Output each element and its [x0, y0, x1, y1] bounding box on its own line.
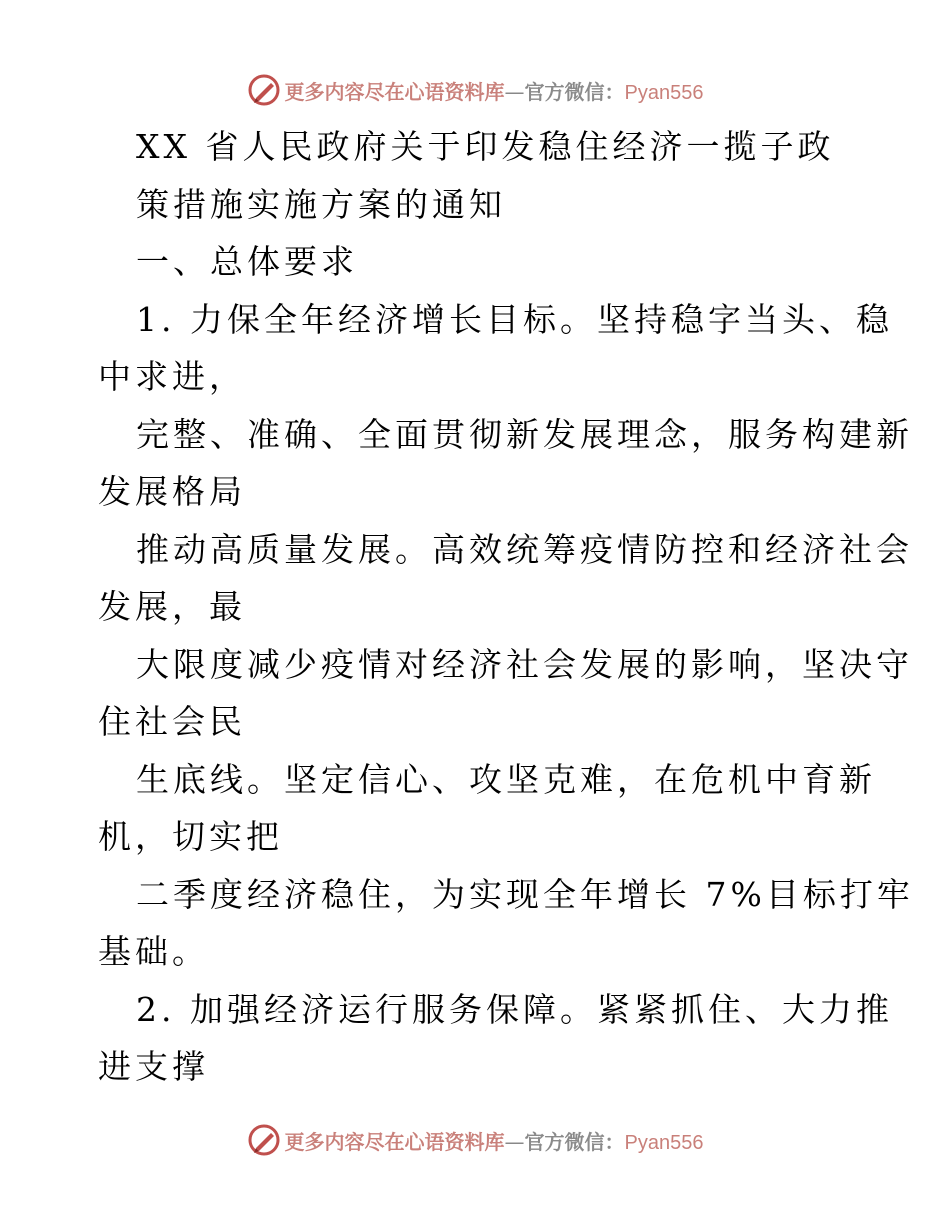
doc-line: 大限度减少疫情对经济社会发展的影响，坚决守 [136, 644, 913, 684]
doc-line: 住社会民 [98, 702, 246, 741]
watermark-text [285, 76, 704, 105]
doc-line: 中求进， [98, 357, 246, 396]
watermark-dash: — [504, 1129, 525, 1154]
doc-line: 策措施实施方案的通知 [136, 184, 506, 224]
doc-line: 二季度经济稳住，为实现全年增长 7%目标打牢 [136, 874, 914, 914]
doc-line: 完整、准确、全面贯彻新发展理念，服务构建新 [136, 414, 913, 454]
watermark-dash: — [504, 79, 525, 104]
doc-line: 一、总体要求 [136, 242, 358, 281]
header-watermark [0, 70, 950, 110]
pen-logo-icon [247, 73, 281, 107]
watermark-official: 官方微信： [524, 1129, 625, 1154]
footer-watermark [0, 1120, 950, 1160]
watermark-brand: 更多内容尽在心语资料库 [284, 1129, 505, 1154]
doc-line: 发展格局 [98, 472, 246, 511]
watermark-text [285, 1126, 704, 1155]
watermark-id: Pyan556 [624, 81, 704, 104]
doc-line: 2. 加强经济运行服务保障。紧紧抓住、大力推 [136, 989, 893, 1029]
doc-line: 发展，最 [98, 587, 246, 626]
doc-line: 1. 力保全年经济增长目标。坚持稳字当头、稳 [136, 299, 893, 339]
pen-logo-icon [247, 1123, 281, 1157]
watermark-official: 官方微信： [524, 79, 625, 104]
doc-line: 进支撑 [98, 1047, 209, 1086]
watermark-brand: 更多内容尽在心语资料库 [284, 79, 505, 104]
doc-line: 基础。 [98, 932, 209, 971]
doc-line: 推动高质量发展。高效统筹疫情防控和经济社会 [136, 529, 913, 569]
doc-line: XX 省人民政府关于印发稳住经济一揽子政 [136, 127, 835, 166]
watermark-id: Pyan556 [624, 1131, 704, 1154]
doc-line: 机，切实把 [98, 817, 283, 856]
document-body [98, 118, 914, 1096]
doc-line: 生底线。坚定信心、攻坚克难，在危机中育新 [136, 759, 876, 799]
